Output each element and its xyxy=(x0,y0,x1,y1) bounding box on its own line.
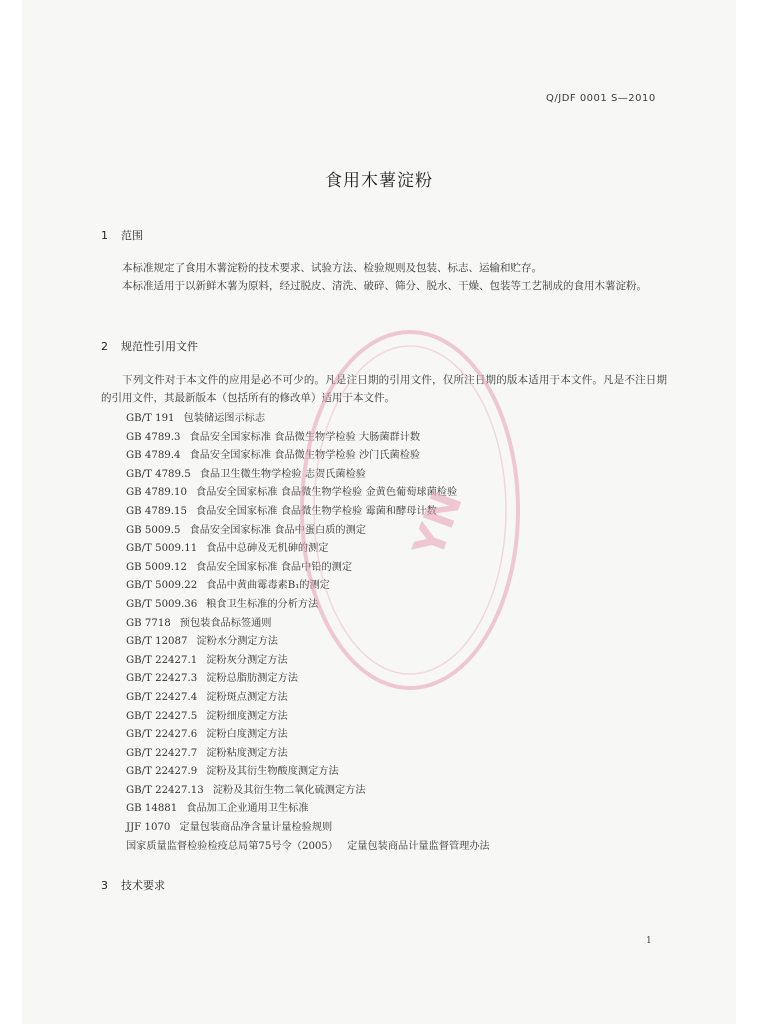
reference-item xyxy=(126,596,490,615)
reference-title: 食品安全国家标准 食品中铅的测定 xyxy=(196,561,353,573)
reference-code: GB/T 22427.5 xyxy=(126,710,198,722)
reference-title: 食品中黄曲霉毒素B₁的测定 xyxy=(206,580,330,592)
section-number: 2 xyxy=(101,340,108,353)
section-number: 1 xyxy=(101,229,108,242)
standard-code: Q/JDF 0001 S—2010 xyxy=(546,93,656,104)
reference-item xyxy=(126,782,490,801)
reference-title: 食品中总砷及无机砷的测定 xyxy=(206,543,329,555)
reference-title: 定量包装商品净含量计量检验规则 xyxy=(179,822,333,834)
reference-title: 食品安全国家标准 食品微生物学检验 沙门氏菌检验 xyxy=(189,450,421,462)
reference-item xyxy=(126,838,490,857)
section-number: 3 xyxy=(101,879,108,892)
reference-item xyxy=(126,689,490,708)
reference-code: GB 4789.3 xyxy=(126,431,181,443)
reference-code: GB/T 22427.1 xyxy=(126,654,198,666)
reference-title: 淀粉灰分测定方法 xyxy=(206,654,288,666)
reference-code: GB 5009.12 xyxy=(126,561,187,573)
section-1-paragraph-2: 本标准适用于以新鲜木薯为原料，经过脱皮、清洗、破碎、筛分、脱水、干燥、包装等工艺制成的食用木薯淀粉。 xyxy=(122,280,647,292)
reference-code: GB/T 22427.4 xyxy=(126,691,198,703)
reference-code: GB 7718 xyxy=(126,617,171,629)
section-1-paragraph-1: 本标准规定了食用木薯淀粉的技术要求、试验方法、检验规则及包装、标志、运输和贮存。 xyxy=(122,262,542,274)
reference-title: 淀粉粘度测定方法 xyxy=(206,747,288,759)
reference-item xyxy=(126,503,490,522)
reference-code: GB/T 22427.6 xyxy=(126,729,198,741)
reference-code: GB/T 4789.5 xyxy=(126,468,191,480)
section-1-heading xyxy=(101,227,143,243)
reference-item xyxy=(126,540,490,559)
reference-code: GB/T 22427.7 xyxy=(126,747,198,759)
section-2-paragraph: 下列文件对于本文件的应用是必不可少的。凡是注日期的引用文件，仅所注日期的版本适用于本文件。凡是不注日期的引用文件，其最新版本（包括所有的修改单）适用于本文件。 xyxy=(101,374,667,404)
reference-item xyxy=(126,466,490,485)
reference-item xyxy=(126,800,490,819)
reference-code: GB 4789.4 xyxy=(126,450,181,462)
reference-title: 食品安全国家标准 食品微生物学检验 金黄色葡萄球菌检验 xyxy=(196,487,458,499)
reference-item xyxy=(126,819,490,838)
reference-item xyxy=(126,615,490,634)
section-3-heading xyxy=(101,877,165,893)
reference-title: 食品卫生微生物学检验 志贺氏菌检验 xyxy=(199,468,366,480)
reference-title: 食品安全国家标准 食品微生物学检验 大肠菌群计数 xyxy=(189,431,421,443)
reference-item xyxy=(126,726,490,745)
reference-item xyxy=(126,484,490,503)
reference-code: GB 4789.15 xyxy=(126,505,187,517)
document-title: 食用木薯淀粉 xyxy=(325,171,433,191)
reference-title: 淀粉及其衍生物二氧化硫测定方法 xyxy=(212,784,366,796)
reference-item xyxy=(126,633,490,652)
reference-title: 食品安全国家标准 食品中蛋白质的测定 xyxy=(189,524,366,536)
reference-code: JJF 1070 xyxy=(126,822,171,834)
reference-title: 粮食卫生标准的分析方法 xyxy=(206,598,319,610)
reference-code: 国家质量监督检验检疫总局第75号令（2005） xyxy=(126,840,339,852)
page-margin xyxy=(736,0,758,1024)
section-title: 范围 xyxy=(121,229,143,242)
reference-item xyxy=(126,708,490,727)
reference-item xyxy=(126,670,490,689)
reference-item xyxy=(126,577,490,596)
reference-title: 淀粉细度测定方法 xyxy=(206,710,288,722)
reference-item xyxy=(126,522,490,541)
reference-title: 淀粉水分测定方法 xyxy=(196,636,278,648)
reference-code: GB/T 5009.36 xyxy=(126,598,198,610)
reference-title: 淀粉总脂肪测定方法 xyxy=(206,673,298,685)
reference-title: 预包装食品标签通则 xyxy=(179,617,272,629)
reference-code: GB/T 22427.3 xyxy=(126,673,198,685)
reference-title: 包装储运图示标志 xyxy=(183,413,266,424)
reference-code: GB 5009.5 xyxy=(126,524,181,536)
reference-code: GB/T 191 xyxy=(126,413,175,424)
reference-code: GB/T 12087 xyxy=(126,636,188,648)
reference-item xyxy=(126,447,490,466)
reference-code: GB 4789.10 xyxy=(126,487,187,499)
page-number: 1 xyxy=(646,936,652,946)
reference-code: GB 14881 xyxy=(126,803,178,815)
reference-code: GB/T 5009.22 xyxy=(126,580,198,592)
reference-code: GB/T 22427.13 xyxy=(126,784,204,796)
reference-item xyxy=(126,559,490,578)
reference-title: 淀粉白度测定方法 xyxy=(206,729,288,741)
section-title: 规范性引用文件 xyxy=(121,340,198,353)
reference-item xyxy=(126,410,490,429)
reference-item xyxy=(126,652,490,671)
reference-item xyxy=(126,763,490,782)
reference-title: 定量包装商品计量监督管理办法 xyxy=(347,840,490,852)
reference-item xyxy=(126,429,490,448)
reference-title: 食品加工企业通用卫生标准 xyxy=(186,803,309,815)
reference-title: 食品安全国家标准 食品微生物学检验 霉菌和酵母计数 xyxy=(196,505,437,517)
reference-item xyxy=(126,745,490,764)
seal-text: YN xyxy=(403,485,472,564)
reference-code: GB/T 5009.11 xyxy=(126,543,198,555)
reference-code: GB/T 22427.9 xyxy=(126,766,198,778)
reference-title: 淀粉及其衍生物酸度测定方法 xyxy=(206,766,339,778)
section-title: 技术要求 xyxy=(121,879,165,892)
reference-title: 淀粉斑点测定方法 xyxy=(206,691,288,703)
section-2-heading xyxy=(101,338,198,354)
reference-list xyxy=(126,410,490,856)
